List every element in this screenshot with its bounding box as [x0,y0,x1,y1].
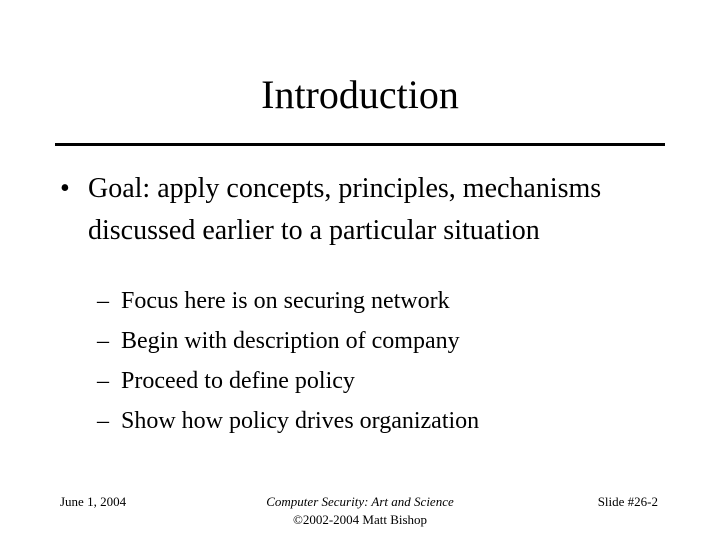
sub-bullet-item [97,403,697,443]
footer-copyright: ©2002-2004 Matt Bishop [292,512,428,527]
footer-book-title: Computer Security: Art and Science [266,494,454,509]
sub-bullet-item [97,283,697,323]
sub-bullet-item [97,323,697,363]
dash-marker: – [97,408,109,434]
title-divider [55,143,665,146]
sub-bullet-text: Focus here is on securing network [121,288,450,314]
sub-bullet-text: Show how policy drives organization [121,408,480,434]
footer-date: June 1, 2004 [60,494,127,509]
dash-marker: – [97,368,109,394]
main-bullet-text: Goal: apply concepts, principles, mechanisms discussed earlier to a particular situation [88,173,602,246]
footer-credit [210,493,510,529]
slide-title: Introduction [261,72,459,117]
sub-bullet-list [97,283,697,443]
sub-bullet-text: Begin with description of company [121,328,460,354]
dash-marker: – [97,328,109,354]
sub-bullet-text: Proceed to define policy [121,368,355,394]
footer-slide-number: Slide #26-2 [597,494,658,509]
sub-bullet-item [97,363,697,403]
dash-marker: – [97,288,109,314]
main-bullet [60,168,670,252]
bullet-marker: • [60,173,70,204]
